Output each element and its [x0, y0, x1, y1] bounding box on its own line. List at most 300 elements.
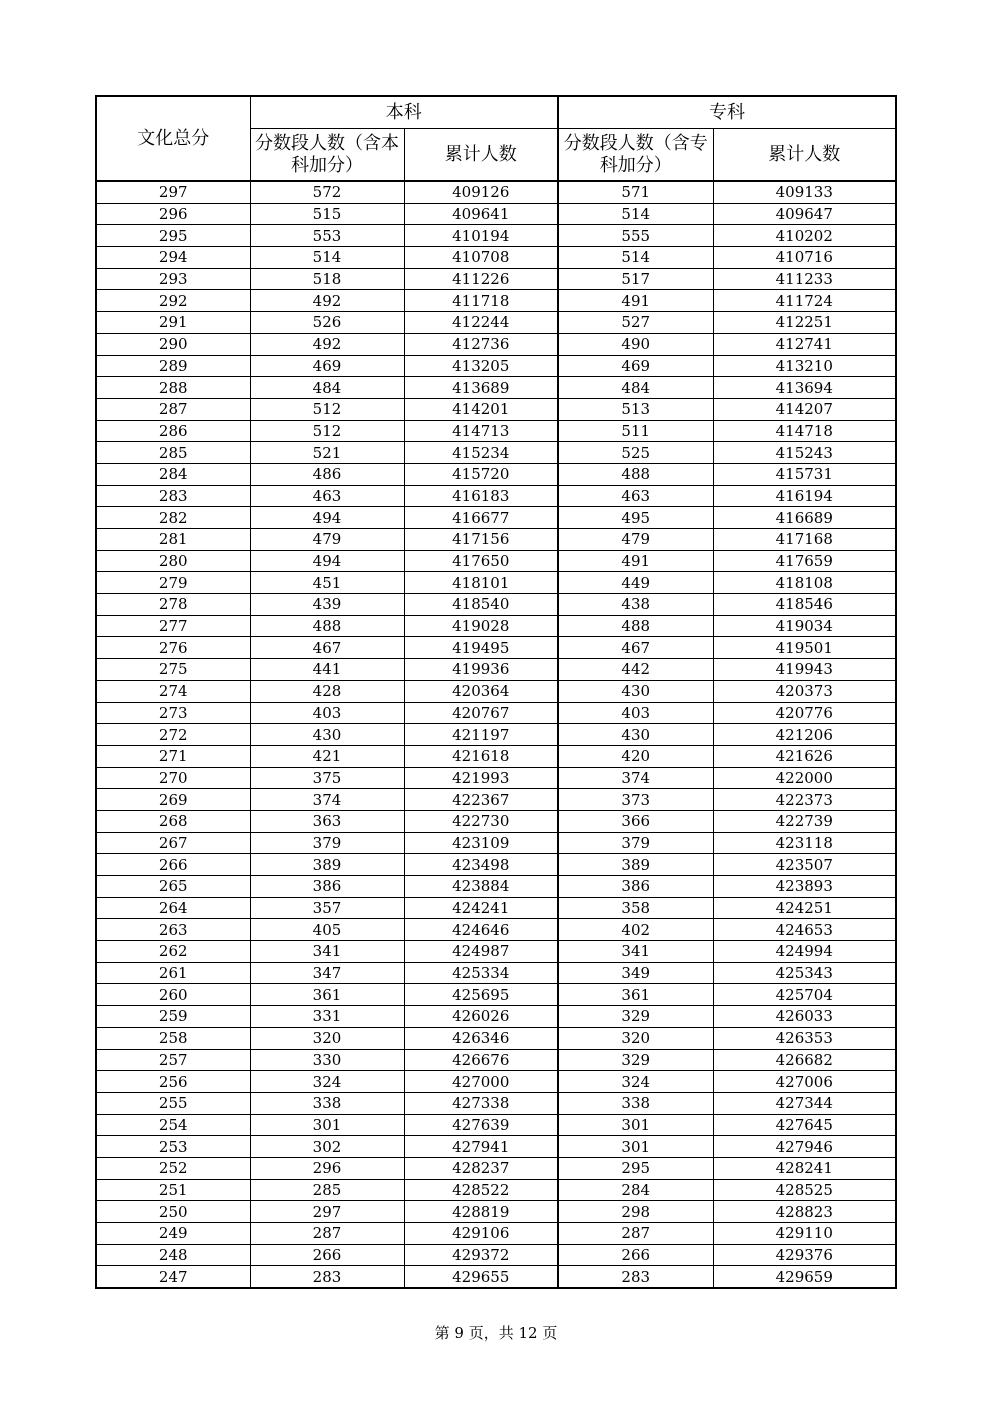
undergrad-cumulative-cell: 414201 [404, 398, 558, 420]
vocational-count-cell: 484 [558, 377, 713, 399]
vocational-count-cell: 298 [558, 1201, 713, 1223]
total-score-cell: 282 [96, 507, 250, 529]
table-row [96, 724, 896, 746]
vocational-count-cell: 320 [558, 1027, 713, 1049]
undergrad-count-cell: 469 [250, 355, 404, 377]
undergrad-count-cell: 463 [250, 485, 404, 507]
undergrad-count-cell: 572 [250, 181, 404, 203]
vocational-cumulative-cell: 415731 [713, 463, 896, 485]
total-score-cell: 268 [96, 810, 250, 832]
table-row [96, 897, 896, 919]
vocational-count-cell: 329 [558, 1049, 713, 1071]
vocational-cumulative-cell: 423893 [713, 876, 896, 898]
undergrad-count-cell: 389 [250, 854, 404, 876]
score-distribution-table [95, 95, 897, 1289]
undergrad-cumulative-cell: 424241 [404, 897, 558, 919]
vocational-cumulative-cell: 409133 [713, 181, 896, 203]
table-row [96, 529, 896, 551]
total-score-cell: 283 [96, 485, 250, 507]
total-score-cell: 280 [96, 550, 250, 572]
vocational-cumulative-cell: 426353 [713, 1027, 896, 1049]
vocational-cumulative-cell: 427946 [713, 1136, 896, 1158]
undergrad-count-cell: 361 [250, 984, 404, 1006]
vocational-cumulative-cell: 412251 [713, 312, 896, 334]
vocational-count-cell: 420 [558, 745, 713, 767]
undergrad-count-cell: 521 [250, 442, 404, 464]
undergrad-count-cell: 421 [250, 745, 404, 767]
vocational-count-cell: 469 [558, 355, 713, 377]
total-score-cell: 275 [96, 659, 250, 681]
vocational-count-cell: 389 [558, 854, 713, 876]
undergrad-cumulative-cell: 426026 [404, 1006, 558, 1028]
table-row [96, 225, 896, 247]
vocational-count-cell: 324 [558, 1071, 713, 1093]
vocational-cumulative-cell: 419943 [713, 659, 896, 681]
total-score-cell: 256 [96, 1071, 250, 1093]
header-vocational-count: 分数段人数（含专科加分） [558, 129, 713, 182]
vocational-cumulative-cell: 423118 [713, 832, 896, 854]
header-total-score: 文化总分 [96, 96, 250, 181]
vocational-count-cell: 366 [558, 810, 713, 832]
undergrad-count-cell: 386 [250, 876, 404, 898]
undergrad-count-cell: 357 [250, 897, 404, 919]
undergrad-count-cell: 553 [250, 225, 404, 247]
total-score-cell: 249 [96, 1223, 250, 1245]
table-header [96, 96, 896, 181]
vocational-cumulative-cell: 413210 [713, 355, 896, 377]
table-row [96, 247, 896, 269]
vocational-cumulative-cell: 409647 [713, 203, 896, 225]
undergrad-count-cell: 467 [250, 637, 404, 659]
total-score-cell: 271 [96, 745, 250, 767]
undergrad-cumulative-cell: 422730 [404, 810, 558, 832]
total-score-cell: 273 [96, 702, 250, 724]
undergrad-cumulative-cell: 409126 [404, 181, 558, 203]
undergrad-cumulative-cell: 414713 [404, 420, 558, 442]
vocational-cumulative-cell: 425343 [713, 962, 896, 984]
undergrad-count-cell: 518 [250, 268, 404, 290]
total-score-cell: 296 [96, 203, 250, 225]
undergrad-count-cell: 479 [250, 529, 404, 551]
vocational-count-cell: 266 [558, 1244, 713, 1266]
undergrad-cumulative-cell: 420767 [404, 702, 558, 724]
vocational-cumulative-cell: 429659 [713, 1266, 896, 1288]
undergrad-cumulative-cell: 427639 [404, 1114, 558, 1136]
vocational-count-cell: 338 [558, 1092, 713, 1114]
vocational-cumulative-cell: 411724 [713, 290, 896, 312]
undergrad-cumulative-cell: 410194 [404, 225, 558, 247]
undergrad-count-cell: 405 [250, 919, 404, 941]
table-row [96, 377, 896, 399]
vocational-cumulative-cell: 413694 [713, 377, 896, 399]
undergrad-cumulative-cell: 423498 [404, 854, 558, 876]
vocational-count-cell: 442 [558, 659, 713, 681]
table-row [96, 594, 896, 616]
undergrad-count-cell: 285 [250, 1179, 404, 1201]
undergrad-cumulative-cell: 429106 [404, 1223, 558, 1245]
undergrad-cumulative-cell: 416183 [404, 485, 558, 507]
vocational-count-cell: 511 [558, 420, 713, 442]
undergrad-count-cell: 283 [250, 1266, 404, 1288]
vocational-count-cell: 301 [558, 1114, 713, 1136]
total-score-cell: 287 [96, 398, 250, 420]
vocational-count-cell: 438 [558, 594, 713, 616]
undergrad-count-cell: 266 [250, 1244, 404, 1266]
table-row [96, 1092, 896, 1114]
vocational-count-cell: 488 [558, 463, 713, 485]
vocational-count-cell: 284 [558, 1179, 713, 1201]
undergrad-count-cell: 324 [250, 1071, 404, 1093]
undergrad-count-cell: 341 [250, 941, 404, 963]
total-score-cell: 262 [96, 941, 250, 963]
vocational-cumulative-cell: 412741 [713, 333, 896, 355]
undergrad-cumulative-cell: 421618 [404, 745, 558, 767]
total-score-cell: 288 [96, 377, 250, 399]
undergrad-count-cell: 492 [250, 290, 404, 312]
vocational-cumulative-cell: 418546 [713, 594, 896, 616]
vocational-count-cell: 287 [558, 1223, 713, 1245]
table-row [96, 1114, 896, 1136]
total-score-cell: 291 [96, 312, 250, 334]
total-score-cell: 259 [96, 1006, 250, 1028]
vocational-count-cell: 386 [558, 876, 713, 898]
vocational-cumulative-cell: 422000 [713, 767, 896, 789]
undergrad-cumulative-cell: 413689 [404, 377, 558, 399]
undergrad-cumulative-cell: 427338 [404, 1092, 558, 1114]
vocational-cumulative-cell: 424994 [713, 941, 896, 963]
table-row [96, 181, 896, 203]
vocational-cumulative-cell: 419034 [713, 615, 896, 637]
total-score-cell: 297 [96, 181, 250, 203]
total-score-cell: 289 [96, 355, 250, 377]
total-score-cell: 279 [96, 572, 250, 594]
total-score-cell: 270 [96, 767, 250, 789]
total-score-cell: 295 [96, 225, 250, 247]
undergrad-cumulative-cell: 427000 [404, 1071, 558, 1093]
vocational-count-cell: 463 [558, 485, 713, 507]
vocational-cumulative-cell: 415243 [713, 442, 896, 464]
vocational-cumulative-cell: 416689 [713, 507, 896, 529]
vocational-cumulative-cell: 421626 [713, 745, 896, 767]
vocational-cumulative-cell: 417168 [713, 529, 896, 551]
vocational-count-cell: 449 [558, 572, 713, 594]
total-score-cell: 257 [96, 1049, 250, 1071]
table-row [96, 550, 896, 572]
table-row [96, 1179, 896, 1201]
vocational-count-cell: 479 [558, 529, 713, 551]
undergrad-cumulative-cell: 418540 [404, 594, 558, 616]
vocational-cumulative-cell: 426682 [713, 1049, 896, 1071]
total-score-cell: 276 [96, 637, 250, 659]
undergrad-cumulative-cell: 427941 [404, 1136, 558, 1158]
undergrad-cumulative-cell: 415234 [404, 442, 558, 464]
undergrad-count-cell: 428 [250, 680, 404, 702]
table-row [96, 333, 896, 355]
vocational-count-cell: 490 [558, 333, 713, 355]
vocational-cumulative-cell: 410716 [713, 247, 896, 269]
undergrad-cumulative-cell: 428522 [404, 1179, 558, 1201]
undergrad-count-cell: 430 [250, 724, 404, 746]
undergrad-count-cell: 297 [250, 1201, 404, 1223]
total-score-cell: 290 [96, 333, 250, 355]
vocational-count-cell: 491 [558, 290, 713, 312]
undergrad-count-cell: 439 [250, 594, 404, 616]
vocational-count-cell: 514 [558, 247, 713, 269]
undergrad-cumulative-cell: 420364 [404, 680, 558, 702]
table-row [96, 810, 896, 832]
table-row [96, 1266, 896, 1288]
undergrad-count-cell: 484 [250, 377, 404, 399]
undergrad-cumulative-cell: 421197 [404, 724, 558, 746]
vocational-cumulative-cell: 426033 [713, 1006, 896, 1028]
undergrad-cumulative-cell: 429372 [404, 1244, 558, 1266]
undergrad-cumulative-cell: 424646 [404, 919, 558, 941]
undergrad-count-cell: 301 [250, 1114, 404, 1136]
total-score-cell: 274 [96, 680, 250, 702]
total-score-cell: 292 [96, 290, 250, 312]
total-score-cell: 251 [96, 1179, 250, 1201]
vocational-cumulative-cell: 424251 [713, 897, 896, 919]
undergrad-cumulative-cell: 411718 [404, 290, 558, 312]
table-row [96, 442, 896, 464]
vocational-cumulative-cell: 428241 [713, 1157, 896, 1179]
vocational-cumulative-cell: 414718 [713, 420, 896, 442]
undergrad-cumulative-cell: 409641 [404, 203, 558, 225]
vocational-cumulative-cell: 429110 [713, 1223, 896, 1245]
undergrad-count-cell: 512 [250, 398, 404, 420]
undergrad-count-cell: 363 [250, 810, 404, 832]
undergrad-cumulative-cell: 422367 [404, 789, 558, 811]
table-row [96, 312, 896, 334]
undergrad-count-cell: 512 [250, 420, 404, 442]
total-score-cell: 254 [96, 1114, 250, 1136]
undergrad-count-cell: 379 [250, 832, 404, 854]
table-row [96, 637, 896, 659]
table-row [96, 355, 896, 377]
undergrad-cumulative-cell: 419495 [404, 637, 558, 659]
total-score-cell: 260 [96, 984, 250, 1006]
undergrad-count-cell: 375 [250, 767, 404, 789]
vocational-count-cell: 527 [558, 312, 713, 334]
table-row [96, 680, 896, 702]
table-row [96, 1223, 896, 1245]
total-score-cell: 281 [96, 529, 250, 551]
table-row [96, 1157, 896, 1179]
total-score-cell: 269 [96, 789, 250, 811]
undergrad-cumulative-cell: 419028 [404, 615, 558, 637]
vocational-cumulative-cell: 427645 [713, 1114, 896, 1136]
vocational-cumulative-cell: 420373 [713, 680, 896, 702]
header-vocational-cumulative: 累计人数 [713, 129, 896, 182]
table-row [96, 659, 896, 681]
undergrad-count-cell: 451 [250, 572, 404, 594]
total-score-cell: 286 [96, 420, 250, 442]
table-row [96, 1006, 896, 1028]
vocational-count-cell: 513 [558, 398, 713, 420]
undergrad-count-cell: 514 [250, 247, 404, 269]
vocational-count-cell: 488 [558, 615, 713, 637]
undergrad-count-cell: 403 [250, 702, 404, 724]
vocational-count-cell: 491 [558, 550, 713, 572]
vocational-cumulative-cell: 424653 [713, 919, 896, 941]
total-score-cell: 264 [96, 897, 250, 919]
table-row [96, 615, 896, 637]
undergrad-cumulative-cell: 421993 [404, 767, 558, 789]
undergrad-cumulative-cell: 417156 [404, 529, 558, 551]
vocational-cumulative-cell: 427344 [713, 1092, 896, 1114]
total-score-cell: 250 [96, 1201, 250, 1223]
vocational-cumulative-cell: 422373 [713, 789, 896, 811]
total-score-cell: 277 [96, 615, 250, 637]
table-row [96, 832, 896, 854]
vocational-count-cell: 430 [558, 680, 713, 702]
table-row [96, 1049, 896, 1071]
header-group-vocational: 专科 [558, 96, 896, 129]
vocational-cumulative-cell: 429376 [713, 1244, 896, 1266]
table-row [96, 463, 896, 485]
total-score-cell: 248 [96, 1244, 250, 1266]
vocational-count-cell: 403 [558, 702, 713, 724]
total-score-cell: 258 [96, 1027, 250, 1049]
vocational-count-cell: 374 [558, 767, 713, 789]
vocational-count-cell: 341 [558, 941, 713, 963]
total-score-cell: 247 [96, 1266, 250, 1288]
undergrad-cumulative-cell: 426676 [404, 1049, 558, 1071]
undergrad-cumulative-cell: 413205 [404, 355, 558, 377]
undergrad-count-cell: 515 [250, 203, 404, 225]
vocational-count-cell: 495 [558, 507, 713, 529]
total-score-cell: 253 [96, 1136, 250, 1158]
vocational-cumulative-cell: 421206 [713, 724, 896, 746]
undergrad-count-cell: 374 [250, 789, 404, 811]
vocational-cumulative-cell: 423507 [713, 854, 896, 876]
vocational-count-cell: 467 [558, 637, 713, 659]
vocational-count-cell: 358 [558, 897, 713, 919]
vocational-cumulative-cell: 416194 [713, 485, 896, 507]
vocational-cumulative-cell: 425704 [713, 984, 896, 1006]
vocational-count-cell: 430 [558, 724, 713, 746]
undergrad-cumulative-cell: 428237 [404, 1157, 558, 1179]
undergrad-cumulative-cell: 428819 [404, 1201, 558, 1223]
vocational-cumulative-cell: 418108 [713, 572, 896, 594]
table-row [96, 507, 896, 529]
table-row [96, 290, 896, 312]
total-score-cell: 293 [96, 268, 250, 290]
vocational-cumulative-cell: 422739 [713, 810, 896, 832]
vocational-count-cell: 555 [558, 225, 713, 247]
header-undergrad-count: 分数段人数（含本科加分） [250, 129, 404, 182]
vocational-cumulative-cell: 427006 [713, 1071, 896, 1093]
total-score-cell: 272 [96, 724, 250, 746]
vocational-cumulative-cell: 414207 [713, 398, 896, 420]
table-row [96, 1201, 896, 1223]
vocational-count-cell: 361 [558, 984, 713, 1006]
table-row [96, 876, 896, 898]
undergrad-count-cell: 494 [250, 507, 404, 529]
vocational-cumulative-cell: 428525 [713, 1179, 896, 1201]
undergrad-count-cell: 347 [250, 962, 404, 984]
table-row [96, 268, 896, 290]
total-score-cell: 261 [96, 962, 250, 984]
undergrad-cumulative-cell: 425695 [404, 984, 558, 1006]
vocational-count-cell: 349 [558, 962, 713, 984]
undergrad-count-cell: 486 [250, 463, 404, 485]
undergrad-cumulative-cell: 416677 [404, 507, 558, 529]
undergrad-count-cell: 526 [250, 312, 404, 334]
undergrad-cumulative-cell: 411226 [404, 268, 558, 290]
total-score-cell: 265 [96, 876, 250, 898]
total-score-cell: 252 [96, 1157, 250, 1179]
vocational-count-cell: 517 [558, 268, 713, 290]
total-score-cell: 263 [96, 919, 250, 941]
table-row [96, 398, 896, 420]
undergrad-count-cell: 287 [250, 1223, 404, 1245]
table-row [96, 854, 896, 876]
table-row [96, 745, 896, 767]
vocational-count-cell: 525 [558, 442, 713, 464]
total-score-cell: 294 [96, 247, 250, 269]
vocational-count-cell: 571 [558, 181, 713, 203]
undergrad-count-cell: 441 [250, 659, 404, 681]
undergrad-cumulative-cell: 423884 [404, 876, 558, 898]
total-score-cell: 278 [96, 594, 250, 616]
vocational-cumulative-cell: 410202 [713, 225, 896, 247]
table-body [96, 181, 896, 1288]
vocational-count-cell: 402 [558, 919, 713, 941]
table-row [96, 203, 896, 225]
table-row [96, 1244, 896, 1266]
table-row [96, 919, 896, 941]
undergrad-cumulative-cell: 426346 [404, 1027, 558, 1049]
total-score-cell: 267 [96, 832, 250, 854]
table-row [96, 485, 896, 507]
vocational-cumulative-cell: 428823 [713, 1201, 896, 1223]
vocational-cumulative-cell: 411233 [713, 268, 896, 290]
undergrad-cumulative-cell: 418101 [404, 572, 558, 594]
table-row [96, 1027, 896, 1049]
table-row [96, 941, 896, 963]
table-row [96, 702, 896, 724]
table-row [96, 962, 896, 984]
undergrad-cumulative-cell: 424987 [404, 941, 558, 963]
undergrad-count-cell: 296 [250, 1157, 404, 1179]
undergrad-count-cell: 488 [250, 615, 404, 637]
vocational-count-cell: 514 [558, 203, 713, 225]
header-group-undergrad: 本科 [250, 96, 558, 129]
table-row [96, 1136, 896, 1158]
undergrad-cumulative-cell: 429655 [404, 1266, 558, 1288]
total-score-cell: 255 [96, 1092, 250, 1114]
total-score-cell: 284 [96, 463, 250, 485]
undergrad-count-cell: 494 [250, 550, 404, 572]
vocational-count-cell: 329 [558, 1006, 713, 1028]
undergrad-count-cell: 331 [250, 1006, 404, 1028]
vocational-count-cell: 379 [558, 832, 713, 854]
vocational-count-cell: 295 [558, 1157, 713, 1179]
vocational-cumulative-cell: 419501 [713, 637, 896, 659]
total-score-cell: 266 [96, 854, 250, 876]
undergrad-count-cell: 492 [250, 333, 404, 355]
undergrad-cumulative-cell: 423109 [404, 832, 558, 854]
undergrad-cumulative-cell: 415720 [404, 463, 558, 485]
table-row [96, 420, 896, 442]
undergrad-count-cell: 320 [250, 1027, 404, 1049]
vocational-cumulative-cell: 420776 [713, 702, 896, 724]
undergrad-cumulative-cell: 419936 [404, 659, 558, 681]
undergrad-cumulative-cell: 412244 [404, 312, 558, 334]
table-row [96, 789, 896, 811]
vocational-count-cell: 373 [558, 789, 713, 811]
